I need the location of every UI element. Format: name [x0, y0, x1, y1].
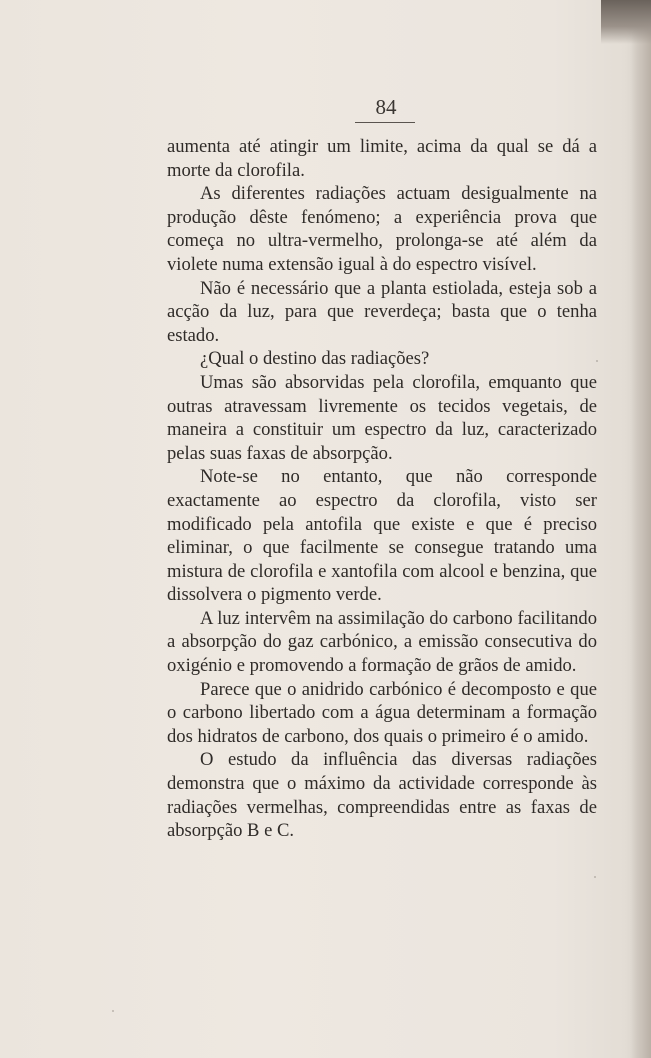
body-text	[167, 135, 597, 843]
paragraph-1: aumenta até atingir um limite, acima da qual se dá a morte da clorofila.	[167, 136, 597, 181]
paper-speck	[596, 360, 598, 362]
paragraph-2: As diferentes radiações actuam desigualmente na produção dêste fenómeno; a experiência prova que começa no ultra-vermelho, prolonga-se até além da violete numa extensão igual à do espectro visível.	[167, 183, 597, 275]
page-number-rule	[355, 122, 415, 123]
paragraph-9: O estudo da influência das diversas radiações demonstra que o máximo da actividade corresponde às radiações vermelhas, compreendidas entre as faxas de absorpção B e C.	[167, 749, 597, 842]
paragraph-5: Umas são absorvidas pela clorofila, emquanto que outras atravessam livremente os tecidos vegetais, de maneira a constituir um espectro da luz, caracterizado pelas suas faxas de absorpção.	[167, 371, 597, 464]
page-corner-shadow	[601, 0, 651, 44]
paragraph-3: Não é necessário que a planta estiolada, esteja sob a acção da luz, para que reverdeça; basta que o tenha estado.	[167, 277, 597, 346]
paragraph-4: ¿Qual o destino das radiações?	[200, 348, 430, 370]
paragraph-8: Parece que o anidrido carbónico é decomposto e que o carbono libertado com a água determinam a formação dos hidratos de carbono, dos quais o primeiro é o amido.	[167, 678, 597, 747]
paragraph-6: Note-se no entanto, que não corresponde exactamente ao espectro da clorofila, visto ser modificado pela antofila que existe e que é preciso eliminar, o que facilmente se consegue tratando uma mistura de clorofila e xantofila com alcool e benzina, que dissolvera o pigmento verde.	[167, 466, 597, 606]
page-edge-shadow	[631, 0, 651, 1058]
paper-speck	[594, 876, 596, 878]
paragraph-7: A luz intervêm na assimilação do carbono facilitando a absorpção do gaz carbónico, a emissão consecutiva do oxigénio e promovendo a formação de grãos de amido.	[167, 607, 597, 677]
page-number: 84	[375, 95, 397, 119]
paper-speck	[112, 1010, 114, 1012]
